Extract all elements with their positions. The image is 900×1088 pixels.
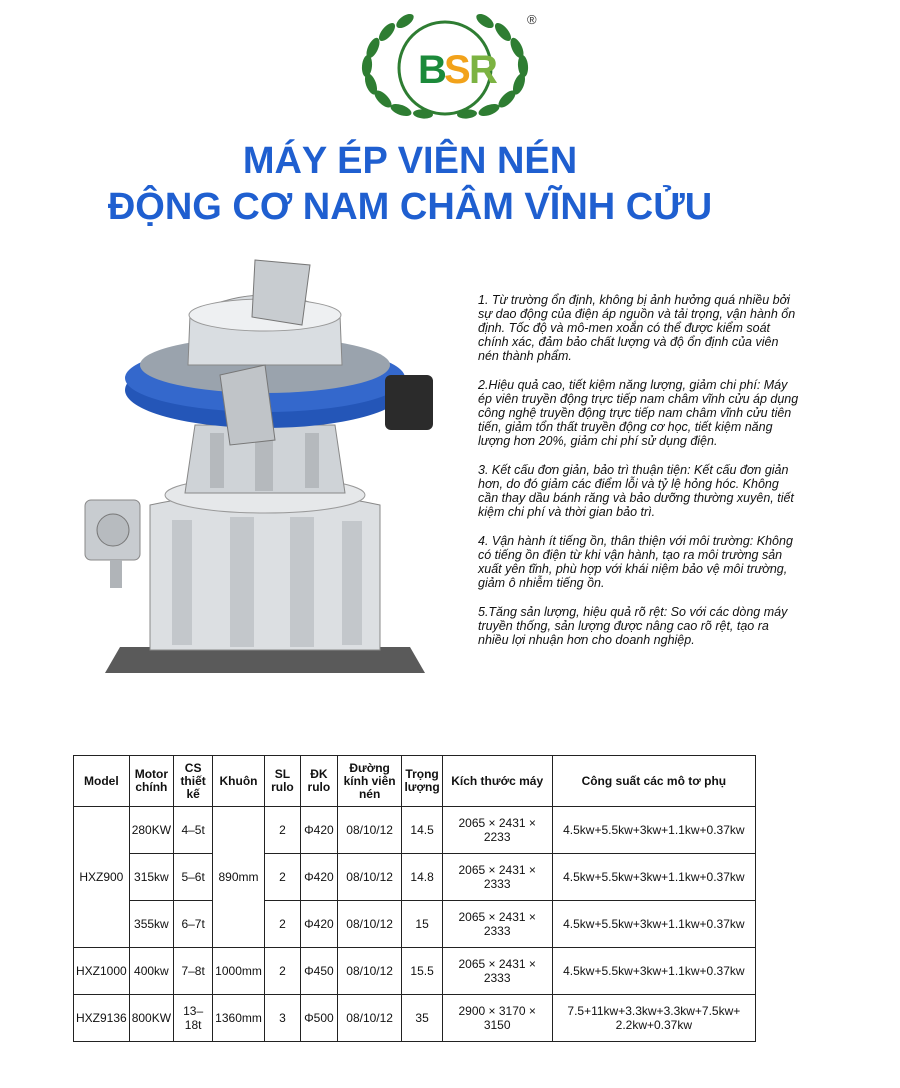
col-die: Khuôn — [213, 756, 265, 807]
cell-capacity: 13–18t — [174, 995, 213, 1042]
cell-roller-count: 3 — [264, 995, 300, 1042]
cell-dimensions: 2065 × 2431 × 2333 — [442, 948, 552, 995]
cell-dimensions: 2900 × 3170 × 3150 — [442, 995, 552, 1042]
cell-weight: 35 — [402, 995, 442, 1042]
cell-die: 1360mm — [213, 995, 265, 1042]
cell-motor: 280KW — [129, 807, 173, 854]
cell-capacity: 6–7t — [174, 901, 213, 948]
table-row — [74, 807, 756, 854]
cell-motor: 800KW — [129, 995, 173, 1042]
table-header-row — [74, 756, 756, 807]
cell-pellet-diameter: 08/10/12 — [337, 807, 402, 854]
svg-text:S: S — [444, 48, 471, 92]
table-row — [74, 995, 756, 1042]
table-row — [74, 854, 756, 901]
col-aux-motors: Công suất các mô tơ phụ — [552, 756, 755, 807]
cell-aux-motors: 7.5+11kw+3.3kw+3.3kw+7.5kw+ 2.2kw+0.37kw — [552, 995, 755, 1042]
cell-roller-diameter: Φ420 — [301, 854, 338, 901]
cell-dimensions: 2065 × 2431 × 2233 — [442, 807, 552, 854]
page-title-line-1: MÁY ÉP VIÊN NÉN — [242, 140, 578, 182]
cell-capacity: 5–6t — [174, 854, 213, 901]
feature-item: 3. Kết cấu đơn giản, bảo trì thuận tiện: Kết cấu đơn giản hơn, do đó giảm các điểm lỗi và tỷ lệ hỏng hóc. Không cần thay dầu bánh răng và bảo dưỡng thường xuyên, tiết kiệm chi phí và thời gian bảo trì. — [478, 463, 794, 519]
feature-list — [478, 293, 800, 662]
cell-motor: 355kw — [129, 901, 173, 948]
col-motor: Motor chính — [129, 756, 173, 807]
col-capacity: CS thiết kế — [174, 756, 213, 807]
cell-aux-motors: 4.5kw+5.5kw+3kw+1.1kw+0.37kw — [552, 901, 755, 948]
col-pellet-diameter: Đường kính viên nén — [337, 756, 402, 807]
cell-pellet-diameter: 08/10/12 — [337, 948, 402, 995]
cell-pellet-diameter: 08/10/12 — [337, 995, 402, 1042]
cell-motor: 315kw — [129, 854, 173, 901]
cell-model: HXZ1000 — [74, 948, 130, 995]
cell-roller-count: 2 — [264, 901, 300, 948]
feature-item: 1. Từ trường ổn định, không bị ảnh hưởng quá nhiều bởi sự dao động của điện áp nguồn và tải trọng, vận hành ổn định. Tốc độ và mô-men xoắn có thể được kiểm soát chính xác, đảm bảo chất lượng và độ ổn định của viên nén thành phẩm. — [478, 293, 796, 363]
cell-dimensions: 2065 × 2431 × 2333 — [442, 901, 552, 948]
cell-pellet-diameter: 08/10/12 — [337, 901, 402, 948]
cell-dimensions: 2065 × 2431 × 2333 — [442, 854, 552, 901]
spec-table — [73, 755, 756, 1042]
feature-item: 4. Vận hành ít tiếng ồn, thân thiện với môi trường: Không có tiếng ồn điện từ khi vận hành, tạo ra môi trường sản xuất yên tĩnh, phù hợp với khái niệm bảo vệ môi trường, giảm ô nhiễm tiếng ồn. — [478, 534, 793, 590]
cell-weight: 15.5 — [402, 948, 442, 995]
col-weight: Trọng lượng — [402, 756, 442, 807]
svg-text:R: R — [469, 48, 498, 92]
cell-die: 890mm — [213, 807, 265, 948]
cell-aux-motors: 4.5kw+5.5kw+3kw+1.1kw+0.37kw — [552, 807, 755, 854]
cell-die: 1000mm — [213, 948, 265, 995]
col-roller-count: SL rulo — [264, 756, 300, 807]
cell-model: HXZ900 — [74, 807, 130, 948]
cell-roller-count: 2 — [264, 948, 300, 995]
cell-roller-count: 2 — [264, 807, 300, 854]
col-model: Model — [74, 756, 130, 807]
cell-capacity: 4–5t — [174, 807, 213, 854]
col-roller-diameter: ĐK rulo — [301, 756, 338, 807]
bsr-logo — [345, 6, 545, 121]
cell-aux-motors: 4.5kw+5.5kw+3kw+1.1kw+0.37kw — [552, 854, 755, 901]
cell-pellet-diameter: 08/10/12 — [337, 854, 402, 901]
pellet-machine-image — [80, 255, 450, 685]
page-title-line-2: ĐỘNG CƠ NAM CHÂM VĨNH CỬU — [107, 186, 713, 228]
cell-roller-diameter: Φ500 — [301, 995, 338, 1042]
cell-roller-diameter: Φ420 — [301, 807, 338, 854]
col-dimensions: Kích thước máy — [442, 756, 552, 807]
cell-weight: 14.8 — [402, 854, 442, 901]
cell-aux-motors: 4.5kw+5.5kw+3kw+1.1kw+0.37kw — [552, 948, 755, 995]
feature-item: 5.Tăng sản lượng, hiệu quả rõ rệt: So với các dòng máy truyền thống, sản lượng được nâng cao rõ rệt, tạo ra nhiều lợi nhuận hơn cho doanh nghiệp. — [478, 605, 788, 647]
table-row — [74, 901, 756, 948]
cell-weight: 15 — [402, 901, 442, 948]
svg-text:B: B — [418, 48, 447, 92]
cell-weight: 14.5 — [402, 807, 442, 854]
cell-roller-diameter: Φ450 — [301, 948, 338, 995]
cell-capacity: 7–8t — [174, 948, 213, 995]
cell-model: HXZ9136 — [74, 995, 130, 1042]
svg-text:®: ® — [527, 12, 537, 27]
table-row — [74, 948, 756, 995]
cell-motor: 400kw — [129, 948, 173, 995]
cell-roller-diameter: Φ420 — [301, 901, 338, 948]
cell-roller-count: 2 — [264, 854, 300, 901]
feature-item: 2.Hiệu quả cao, tiết kiệm năng lượng, giảm chi phí: Máy ép viên truyền động trực tiếp nam châm vĩnh cửu áp dụng công nghệ truyền động trực tiếp nam châm vĩnh cửu tiên tiến, giảm tổn thất truyền động cơ học, tiết kiệm năng lượng hơn 20%, giảm chi phí sử dụng điện. — [478, 378, 799, 448]
